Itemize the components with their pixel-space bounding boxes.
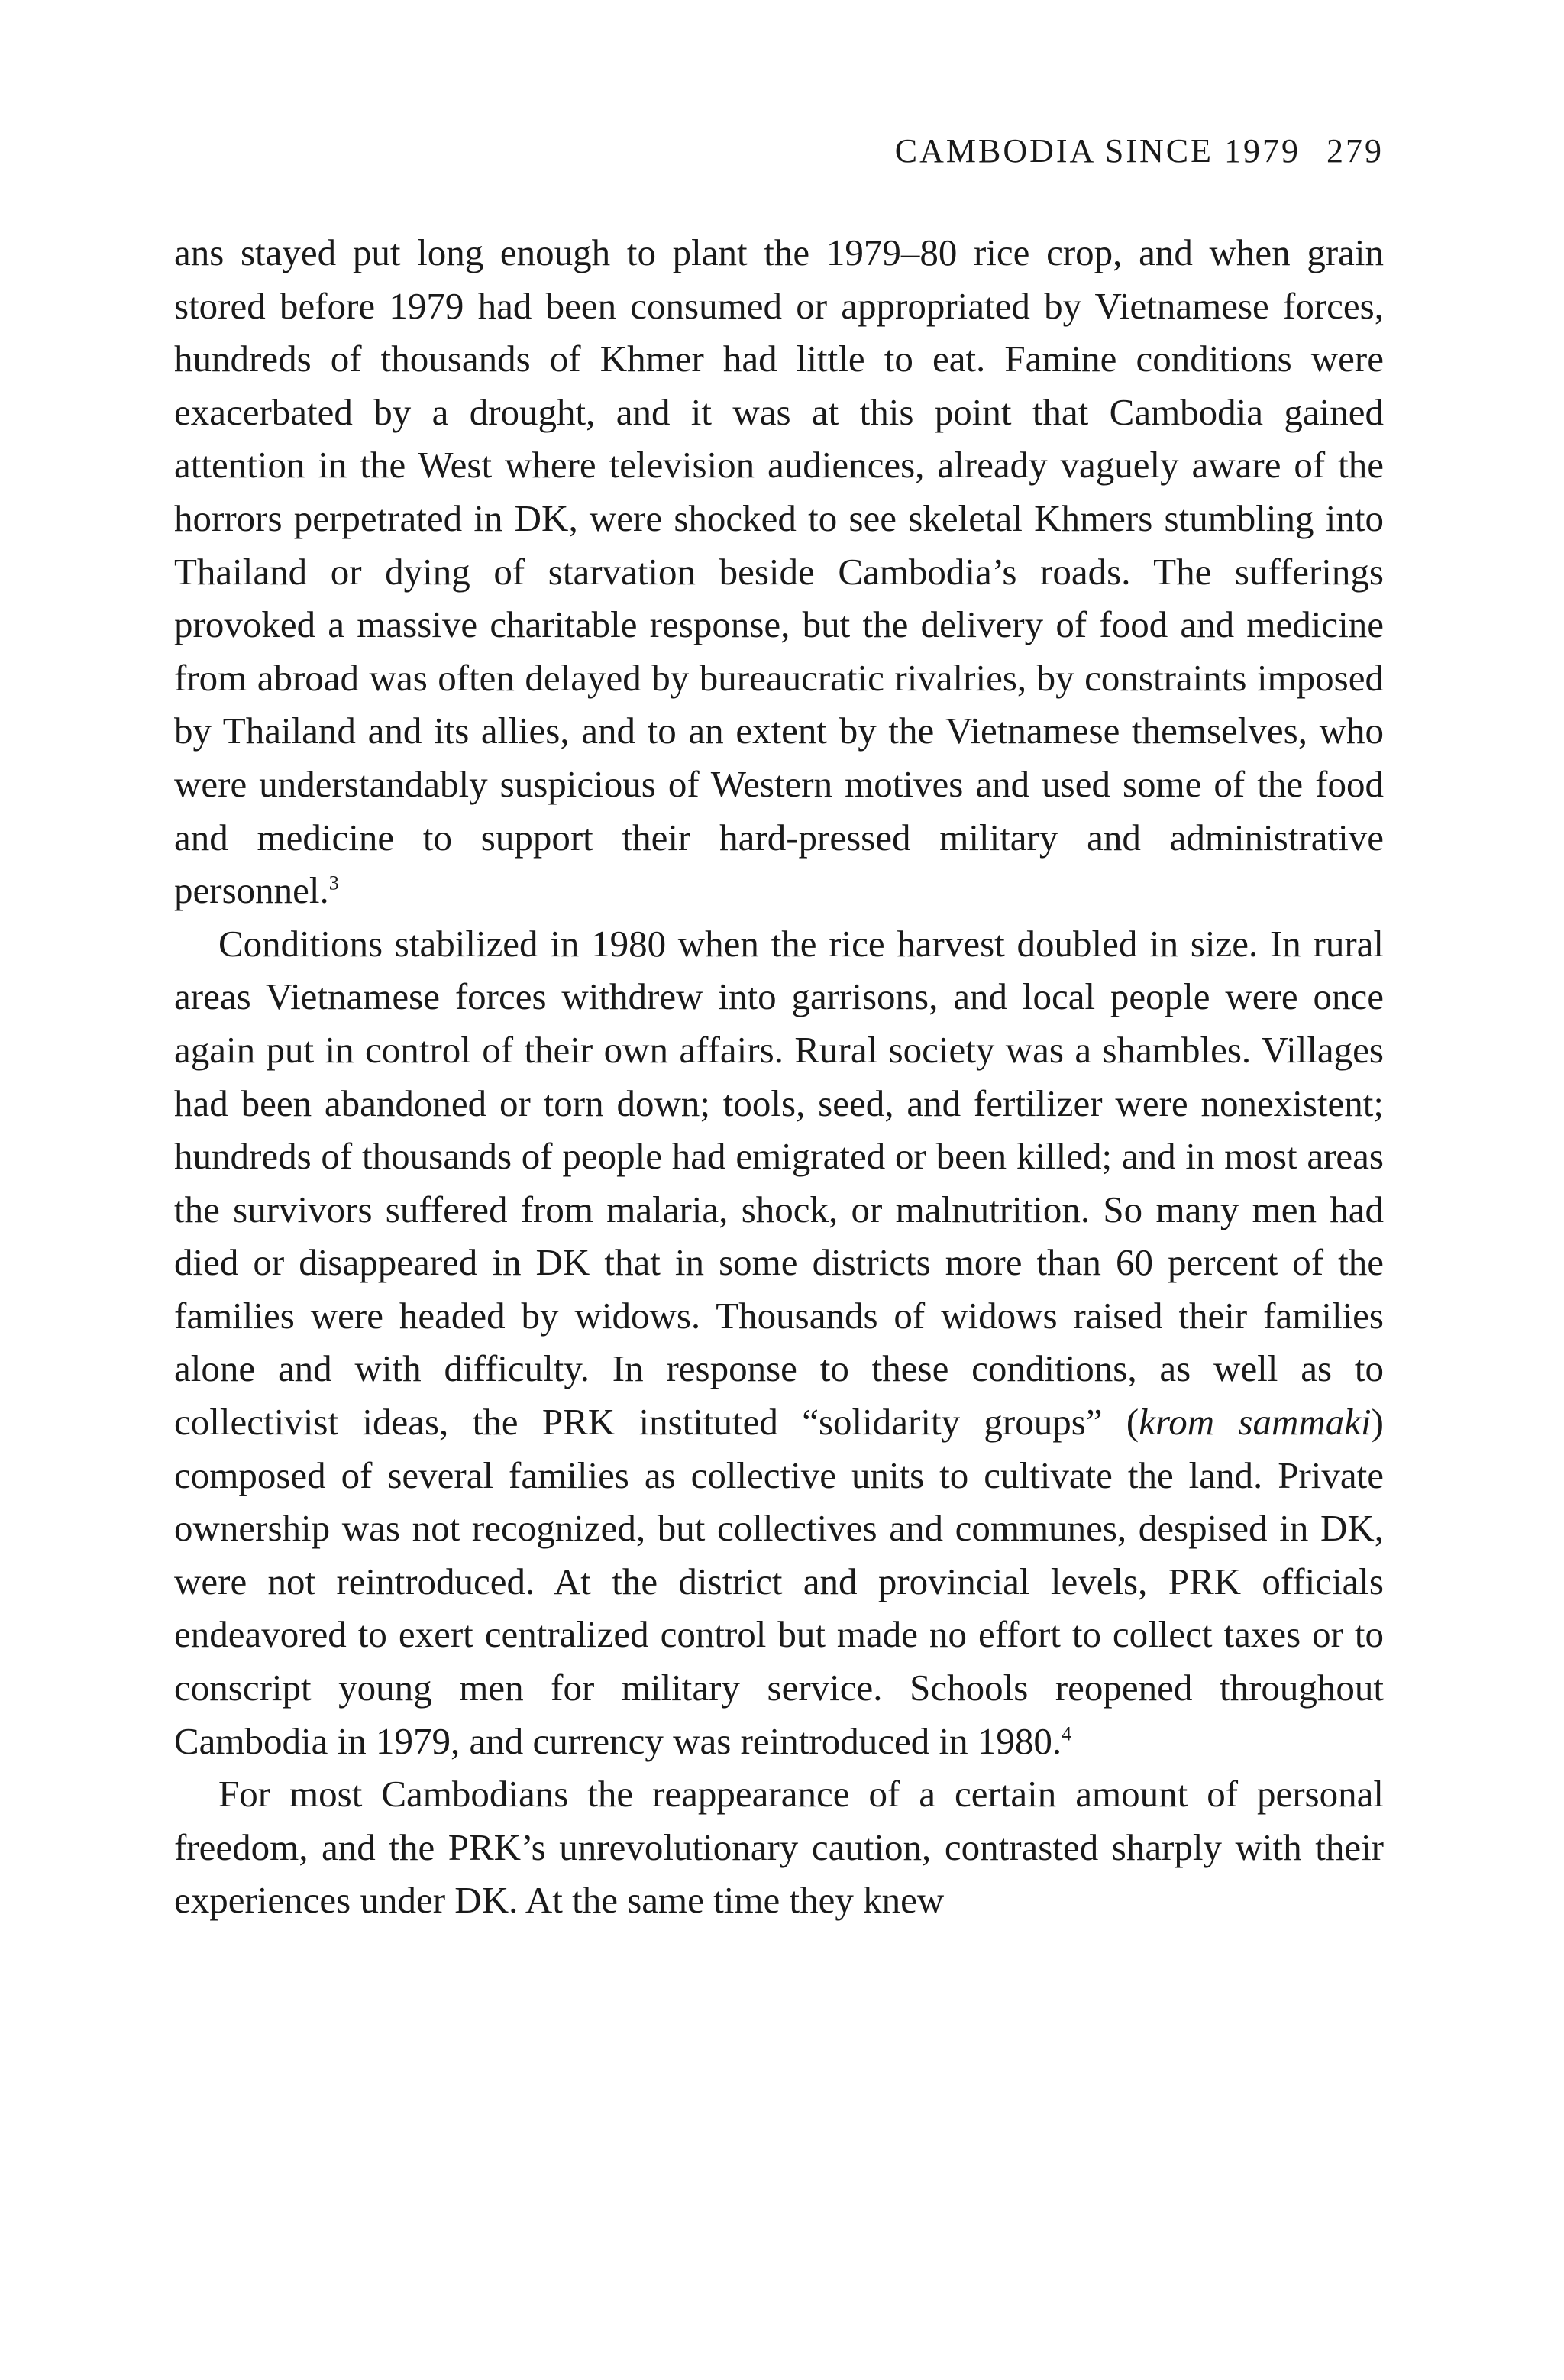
- paragraph-3-text: For most Cambodians the reappearance of a certain amount of personal freedom, and the PRK’s unrevolutionary caution, contrasted sharply with their experiences under DK. At the same time they knew: [174, 1773, 1384, 1922]
- paragraph-1-text: ans stayed put long enough to plant the 1979–80 rice crop, and when grain stored before 1979 had been consumed or appropriated by Vietnamese forces, hundreds of thousands of Khmer had little to eat. Famine conditions were exacerbated by a drought, and it was at this point that Cambodia gained attention in the West where television audiences, already vaguely aware of the horrors perpetrated in DK, were shocked to see skeletal Khmers stumbling into Thailand or dying of starvation beside Cambodia’s roads. The sufferings provoked a massive charitable response, but the delivery of food and medicine from abroad was often delayed by bureaucratic rivalries, by constraints imposed by Thailand and its allies, and to an extent by the Vietnamese themselves, who were understandably suspicious of Western motives and used some of the food and medicine to support their hard-pressed military and administrative personnel.: [174, 231, 1384, 912]
- running-head: [895, 128, 1384, 174]
- running-head-title: CAMBODIA SINCE 1979: [894, 132, 1301, 170]
- paragraph-2: [174, 917, 1384, 1768]
- footnote-ref-4: 4: [1062, 1722, 1072, 1745]
- footnote-ref-3: 3: [328, 871, 339, 894]
- body-text: [174, 226, 1384, 1927]
- paragraph-2-italic-term: krom sammaki: [1139, 1401, 1372, 1444]
- paragraph-3: [174, 1767, 1384, 1927]
- page-number: 279: [1326, 132, 1384, 170]
- paragraph-2-text-end: ) composed of several families as collective units to cultivate the land. Private ownership was not recognized, but collectives and communes, despised in DK, were not reintroduced. At the district and provincial levels, PRK officials endeavored to exert centralized control but made no effort to collect taxes or to conscript young men for military service. Schools reopened throughout Cambodia in 1979, and currency was reintroduced in 1980.: [174, 1401, 1384, 1762]
- paragraph-1: [174, 226, 1384, 917]
- paragraph-2-text-start: Conditions stabilized in 1980 when the rice harvest doubled in size. In rural areas Vietnamese forces withdrew into garrisons, and local people were once again put in control of their own affairs. Rural society was a shambles. Villages had been abandoned or torn down; tools, seed, and fertilizer were nonexistent; hundreds of thousands of people had emigrated or been killed; and in most areas the survivors suffered from malaria, shock, or malnutrition. So many men had died or disappeared in DK that in some districts more than 60 percent of the families were headed by widows. Thousands of widows raised their families alone and with difficulty. In response to these conditions, as well as to collectivist ideas, the PRK instituted “solidarity groups” (: [174, 922, 1384, 1444]
